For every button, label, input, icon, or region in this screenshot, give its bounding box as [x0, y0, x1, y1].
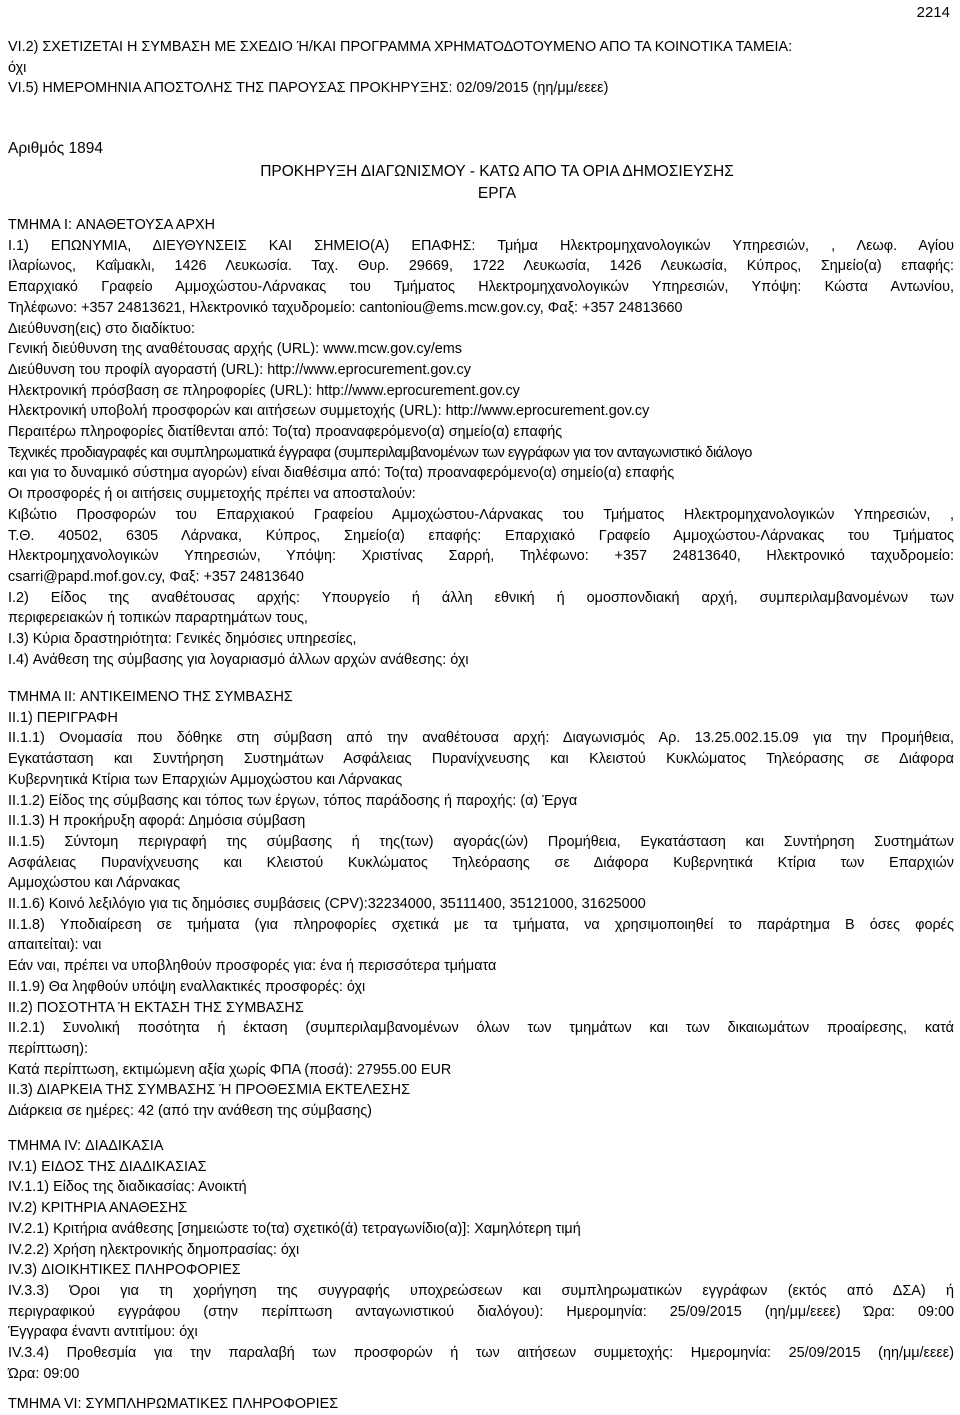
electronic-access: Ηλεκτρονική πρόσβαση σε πληροφορίες (URL): http://www.eprocurement.gov.cy [8, 382, 520, 399]
iv22-line: IV.2.2) Χρήση ηλεκτρονικής δημοπρασίας: όχι [8, 1241, 300, 1258]
submit-line: Τ.Θ. 40502, 6305 Λάρνακα, Κύπρος, Σημείο(α) επαφής: Επαρχιακό Γραφείο Αμμοχώστου-Λάρνακας του Τμήματος [8, 527, 954, 544]
notice-title [208, 161, 786, 204]
contact-line: Επαρχιακό Γραφείο Αμμοχώστου-Λάρνακας του Τμήματος Ηλεκτρομηχανολογικών Υπηρεσιών, Υπόψη: Κώστα Αντωνίου, [8, 279, 954, 296]
ii1-heading: II.1) ΠΕΡΙΓΡΑΦΗ [8, 709, 118, 726]
submit-line: Ηλεκτρομηχανολογικών Υπηρεσιών, Υπόψη: Χριστίνας Σαρρή, Τηλέφωνο: +357 24813640, Ηλεκτρονικό ταχυδρομείο: [8, 548, 954, 565]
duration-line: Διάρκεια σε ημέρες: 42 (από την ανάθεση της σύμβασης) [8, 1103, 372, 1120]
ii21-line-2: περίπτωση): [8, 1040, 89, 1057]
estimated-value: Κατά περίπτωση, εκτιμώμενη αξία χωρίς ΦΠΑ (ποσά): 27955.00 EUR [8, 1061, 452, 1078]
ii18-line-1: II.1.8) Υποδιαίρεση σε τμήματα (για πληροφορίες σχετικά με τα τμήματα, να χρησιμοποιηθεί το παράρτημα Β όσες φορές [8, 916, 954, 933]
top-block [8, 37, 954, 99]
i4-line: I.4) Ανάθεση της σύμβασης για λογαριασμό άλλων αρχών ανάθεσης: όχι [8, 651, 469, 668]
section-2 [8, 687, 954, 1122]
page-number: 2214 [916, 4, 950, 21]
i3-line: I.3) Κύρια δραστηριότητα: Γενικές δημόσιες υπηρεσίες, [8, 631, 357, 648]
ii13-line: II.1.3) Η προκήρυξη αφορά: Δημόσια σύμβαση [8, 813, 306, 830]
ii15-last: Αμμοχώστου και Λάρνακας [8, 875, 181, 892]
section-6-heading: ΤΜΗΜΑ VI: ΣΥΜΠΛΗΡΩΜΑΤΙΚΕΣ ΠΛΗΡΟΦΟΡΙΕΣ [8, 1396, 339, 1412]
i2-line-2: περιφερειακών ή τοπικών παραρτημάτων τους, [8, 610, 308, 627]
notice-title-line1: ΠΡΟΚΗΡΥΞΗ ΔΙΑΓΩΝΙΣΜΟΥ - ΚΑΤΩ ΑΠΟ ΤΑ ΟΡΙΑ ΔΗΜΟΣΙΕΥΣΗΣ [260, 163, 734, 180]
section-4 [8, 1136, 954, 1384]
section-1-heading: ΤΜΗΜΑ I: ΑΝΑΘΕΤΟΥΣΑ ΑΡΧΗ [8, 217, 215, 233]
ii18-note: Εάν ναι, πρέπει να υποβληθούν προσφορές για: ένα ή περισσότερα τμήματα [8, 958, 497, 975]
ii19-line: II.1.9) Θα ληφθούν υπόψη εναλλακτικές προσφορές: όχι [8, 978, 366, 995]
iv33-line: περιγραφικού εγγράφου (στην περίπτωση ανταγωνιστικού διαλόγου): Ημερομηνία: 25/09/2015 (ηη/μμ/εεεε) Ώρα: 09:00 [8, 1303, 954, 1320]
buyer-profile: Διεύθυνση του προφίλ αγοραστή (URL): http://www.eprocurement.gov.cy [8, 361, 471, 378]
iv21-line: IV.2.1) Κριτήρια ανάθεσης [σημειώστε το(τα) σχετικό(ά) τετραγωνίδιο(α)]: Χαμηλότερη τιμή [8, 1220, 581, 1237]
iv3-heading: IV.3) ΔΙΟΙΚΗΤΙΚΕΣ ΠΛΗΡΟΦΟΡΙΕΣ [8, 1262, 241, 1279]
iv34-line-1: IV.3.4) Προθεσμία για την παραλαβή των προσφορών ή των αιτήσεων συμμετοχής: Ημερομηνία: 25/09/2015 (ηη/μμ/εεεε) [8, 1345, 954, 1362]
ii18-line-2: απαιτείται): ναι [8, 937, 102, 954]
contact-line: Ιλαρίωνος, Καΐμακλι, 1426 Λευκωσία. Ταχ. Θυρ. 29669, 1722 Λευκωσία, 1426 Λευκωσία, Κύπρος, Σημείο(α) επαφής: [8, 258, 954, 275]
iv2-heading: IV.2) ΚΡΙΤΗΡΙΑ ΑΝΑΘΕΣΗΣ [8, 1200, 188, 1217]
vi5-line: VI.5) ΗΜΕΡΟΜΗΝΙΑ ΑΠΟΣΤΟΛΗΣ ΤΗΣ ΠΑΡΟΥΣΑΣ ΠΡΟΚΗΡΥΞΗΣ: 02/09/2015 (ηη/μμ/εεεε) [8, 80, 609, 97]
iv11-line: IV.1.1) Είδος της διαδικασίας: Ανοικτή [8, 1179, 247, 1196]
notice-title-line2: ΕΡΓΑ [477, 184, 517, 202]
web-addresses-heading: Διεύθυνση(εις) στο διαδίκτυο: [8, 320, 196, 337]
vi2-line: VI.2) ΣΧΕΤΙΖΕΤΑΙ Η ΣΥΜΒΑΣΗ ΜΕ ΣΧΕΔΙΟ Ή/ΚΑΙ ΠΡΟΓΡΑΜΜΑ ΧΡΗΜΑΤΟΔΟΤΟΥΜΕΝΟ ΑΠΟ ΤΑ ΚΟΙΝΟΤΙΚΑ ΤΑΜΕΙΑ: [8, 39, 793, 55]
iv34-line-2: Ώρα: 09:00 [8, 1365, 80, 1382]
submit-line-last: csarri@papd.mof.gov.cy, Φαξ: +357 24813640 [8, 568, 304, 585]
submit-heading: Οι προσφορές ή οι αιτήσεις συμμετοχής πρέπει να αποσταλούν: [8, 486, 416, 503]
ii15-line: II.1.5) Σύντομη περιγραφή της σύμβασης ή της(των) αγοράς(ών) Προμήθεια, Εγκατάσταση και Συντήρηση Συστημάτων [8, 833, 954, 850]
ii11-line: Εγκατάσταση και Συντήρηση Συστημάτων Ασφάλειας Πυρανίχνευσης και Κλειστού Κυκλώματος Τηλεόρασης σε Διάφορα [8, 751, 954, 768]
ii15-line: Ασφάλειας Πυρανίχνευσης και Κλειστού Κυκλώματος Τηλεόρασης σε Διάφορα Κυβερνητικά Κτίρια των Επαρχιών [8, 854, 954, 871]
ii3-heading: II.3) ΔΙΑΡΚΕΙΑ ΤΗΣ ΣΥΜΒΑΣΗΣ Ή ΠΡΟΘΕΣΜΙΑ ΕΚΤΕΛΕΣΗΣ [8, 1082, 410, 1099]
general-address: Γενική διεύθυνση της αναθέτουσας αρχής (URL): www.mcw.gov.cy/ems [8, 341, 462, 358]
specs-line-2: και για το δυναμικό σύστημα αγορών) είναι διαθέσιμα από: Το(τα) προαναφερόμενο(α) σημείο(α) επαφής [8, 465, 675, 482]
further-info: Περαιτέρω πληροφορίες διατίθενται από: Το(τα) προαναφερόμενο(α) σημείο(α) επαφής [8, 424, 563, 441]
notice-number: Αριθμός 1894 [8, 140, 104, 157]
ii16-line: II.1.6) Κοινό λεξιλόγιο για τις δημόσιες συμβάσεις (CPV):32234000, 35111400, 35121000, 31625000 [8, 896, 646, 913]
specs-line-1: Τεχνικές προδιαγραφές και συμπληρωματικά έγγραφα (συμπεριλαμβανομένων των εγγράφων για τον ανταγωνιστικό διάλογο [8, 444, 752, 461]
section-2-heading: ΤΜΗΜΑ II: ΑΝΤΙΚΕΙΜΕΝΟ ΤΗΣ ΣΥΜΒΑΣΗΣ [8, 689, 293, 705]
iv33-last: Έγγραφα έναντι αντιτίμου: όχι [8, 1324, 198, 1341]
vi2-answer: όχι [8, 59, 27, 76]
i2-line-1: I.2) Είδος της αναθέτουσας αρχής: Υπουργείο ή άλλη εθνική ή ομοσπονδιακή αρχή, συμπεριλαμβανομένων των [8, 589, 954, 606]
submit-line: Κιβώτιο Προσφορών του Επαρχιακού Γραφείου Αμμοχώστου-Λάρνακας του Τμήματος Ηλεκτρομηχανολογικών Υπηρεσιών, , [8, 506, 954, 523]
ii11-line: II.1.1) Ονομασία που δόθηκε στη σύμβαση από την αναθέτουσα αρχή: Διαγωνισμός Αρ. 13.25.002.15.09 για την Προμήθεια, [8, 730, 954, 747]
ii11-last: Κυβερνητικά Κτίρια των Επαρχιών Αμμοχώστου και Λάρνακας [8, 771, 403, 788]
section-4-heading: ΤΜΗΜΑ IV: ΔΙΑΔΙΚΑΣΙΑ [8, 1138, 164, 1154]
electronic-submission: Ηλεκτρονική υποβολή προσφορών και αιτήσεων συμμετοχής (URL): http://www.eprocurement.gov.cy [8, 403, 650, 420]
iv33-line: IV.3.3) Όροι για τη χορήγηση της συγγραφής υποχρεώσεων και συμπληρωματικών εγγράφων (εκτός από ΔΣΑ) ή [8, 1282, 954, 1299]
contact-line-last: Τηλέφωνο: +357 24813621, Ηλεκτρονικό ταχυδρομείο: cantoniou@ems.mcw.gov.cy, Φαξ: +357 24813660 [8, 299, 683, 316]
iv1-heading: IV.1) ΕΙΔΟΣ ΤΗΣ ΔΙΑΔΙΚΑΣΙΑΣ [8, 1158, 207, 1175]
ii12-line: II.1.2) Είδος της σύμβασης και τόπος των έργων, τόπος παράδοσης ή παροχής: (α) Έργα [8, 792, 578, 809]
contact-line: I.1) ΕΠΩΝΥΜΙΑ, ΔΙΕΥΘΥΝΣΕΙΣ ΚΑΙ ΣΗΜΕΙΟ(Α) ΕΠΑΦΗΣ: Τμήμα Ηλεκτρομηχανολογικών Υπηρεσιών, , Λεωφ. Αγίου [8, 237, 954, 254]
section-1 [8, 215, 954, 670]
ii2-heading: II.2) ΠΟΣΟΤΗΤΑ Ή ΕΚΤΑΣΗ ΤΗΣ ΣΥΜΒΑΣΗΣ [8, 999, 304, 1016]
ii21-line-1: II.2.1) Συνολική ποσότητα ή έκταση (συμπεριλαμβανομένων όλων των τμημάτων και των δικαιωμάτων προαίρεσης, κατά [8, 1020, 954, 1037]
